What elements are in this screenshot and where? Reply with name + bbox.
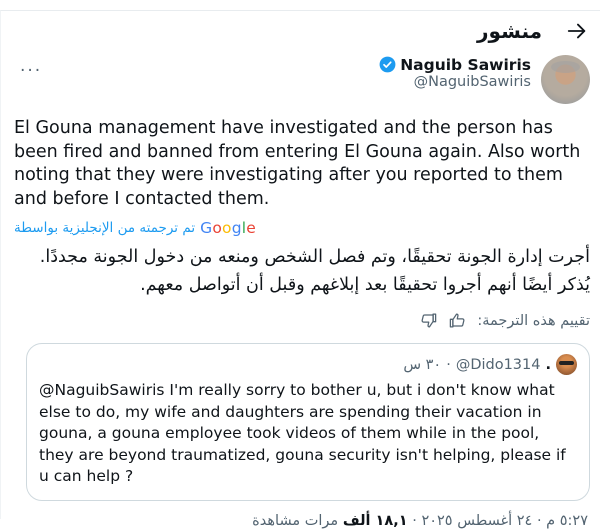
author-name[interactable]: Naguib Sawiris (400, 55, 531, 74)
quoted-author-avatar[interactable] (556, 354, 577, 375)
translated-tweet-text: أجرت إدارة الجونة تحقيقًا، وتم فصل الشخص ومنعه من دخول الجونة مجددًا. يُذكر أيضًا أنهم أجروا تحقيقًا بعد إبلاغهم وقبل أن أتواصل معهم. (39, 247, 590, 295)
tweet-footer-meta (12, 501, 592, 529)
quoted-author-handle[interactable]: @Dido1314 (455, 356, 541, 373)
rate-translation-row (12, 299, 592, 330)
post-detail-page (0, 10, 600, 529)
top-navigation (12, 13, 592, 47)
thumbs-down-icon[interactable] (419, 311, 438, 330)
footer-separator: · (412, 512, 417, 529)
quoted-header-separator: · (446, 356, 451, 373)
page-title: منشور (477, 19, 542, 43)
rate-translation-label: تقييم هذه الترجمة: (477, 312, 590, 329)
author-avatar[interactable] (541, 55, 590, 104)
footer-separator: · (536, 512, 542, 529)
post-date: ٢٤ أغسطس ٢٠٢٥ (421, 512, 533, 529)
quoted-tweet-header (39, 354, 577, 375)
author-name-block (378, 55, 531, 90)
back-arrow-icon[interactable] (566, 20, 588, 42)
tweet-author-row (12, 47, 592, 104)
author-handle[interactable]: @NaguibSawiris (413, 74, 531, 90)
verified-badge-icon (378, 55, 397, 74)
quoted-tweet-timestamp: ٣٠ س (403, 356, 442, 373)
post-time: ٥:٢٧ م (546, 512, 588, 529)
translated-from-label: تم ترجمته من الإنجليزية بواسطة (14, 220, 196, 236)
quoted-author-name: . (545, 356, 551, 373)
more-options-button[interactable]: ··· (20, 61, 43, 81)
thumbs-up-icon[interactable] (448, 311, 467, 330)
google-logo: Google (200, 219, 257, 237)
views-count: ١٨,١ ألف (342, 512, 408, 529)
views-label: مرات مشاهدة (252, 512, 339, 529)
translation-attribution (12, 211, 592, 237)
quoted-tweet-card[interactable] (26, 343, 590, 501)
author-name-row (378, 55, 531, 74)
quoted-tweet-text: @NaguibSawiris I'm really sorry to bother u, but i don't know what else to do, my wife and daughters are spending their vacation in gouna, a gouna employee took videos of them while in the pool, they are beyond traumatized, gouna security isn't helping, please if u can help ? (39, 381, 566, 485)
tweet-text: El Gouna management have investigated and the person has been fired and banned from entering El Gouna again. Also worth noting that they were investigating after you reported to them and before I contacted them. (14, 118, 581, 209)
